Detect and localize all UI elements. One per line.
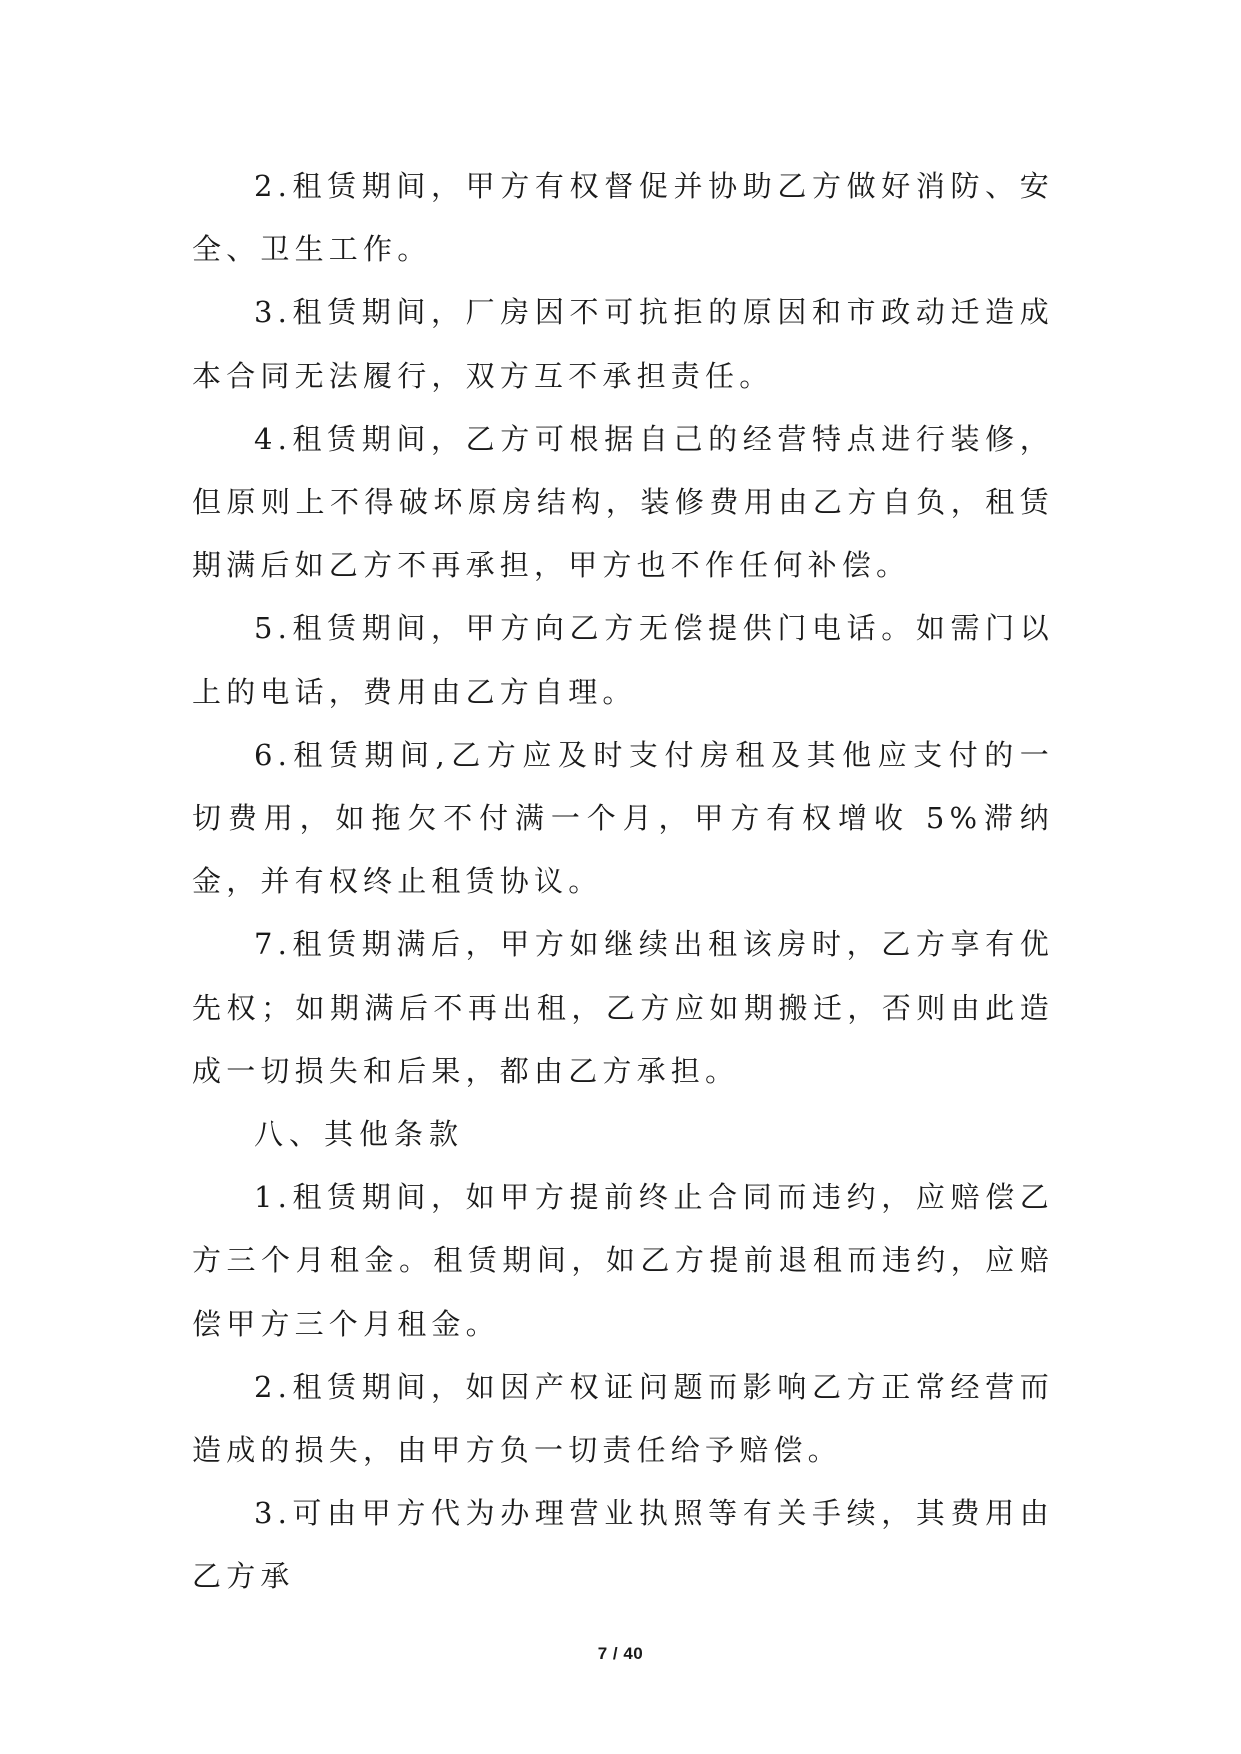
page-number: 7 / 40 [597,1644,644,1663]
clause-paragraph: 7.租赁期满后，甲方如继续出租该房时，乙方享有优先权；如期满后不再出租，乙方应如期搬迁，否则由此造成一切损失和后果，都由乙方承担。 [192,927,1054,1088]
clause-paragraph: 5.租赁期间，甲方向乙方无偿提供门电话。如需门以上的电话，费用由乙方自理。 [192,611,1054,709]
clause-paragraph: 2.租赁期间，甲方有权督促并协助乙方做好消防、安全、卫生工作。 [192,169,1054,267]
document-body [192,155,1054,1609]
section-heading: 八、其他条款 [254,1117,465,1152]
clause-paragraph: 3.可由甲方代为办理营业执照等有关手续，其费用由乙方承 [192,1496,1054,1594]
clause-paragraph: 4.租赁期间，乙方可根据自己的经营特点进行装修，但原则上不得破坏原房结构，装修费用由乙方自负，租赁期满后如乙方不再承担，甲方也不作任何补偿。 [192,421,1054,583]
clause-paragraph: 6.租赁期间,乙方应及时支付房租及其他应支付的一切费用，如拖欠不付满一个月，甲方有权增收 5%滞纳金，并有权终止租赁协议。 [192,737,1054,899]
clause-paragraph: 3.租赁期间，厂房因不可抗拒的原因和市政动迁造成本合同无法履行，双方互不承担责任。 [192,295,1054,393]
clause-paragraph: 2.租赁期间，如因产权证问题而影响乙方正常经营而造成的损失，由甲方负一切责任给予赔偿。 [192,1369,1054,1468]
clause-paragraph: 1.租赁期间，如甲方提前终止合同而违约，应赔偿乙方三个月租金。租赁期间，如乙方提前退租而违约，应赔偿甲方三个月租金。 [192,1180,1054,1341]
